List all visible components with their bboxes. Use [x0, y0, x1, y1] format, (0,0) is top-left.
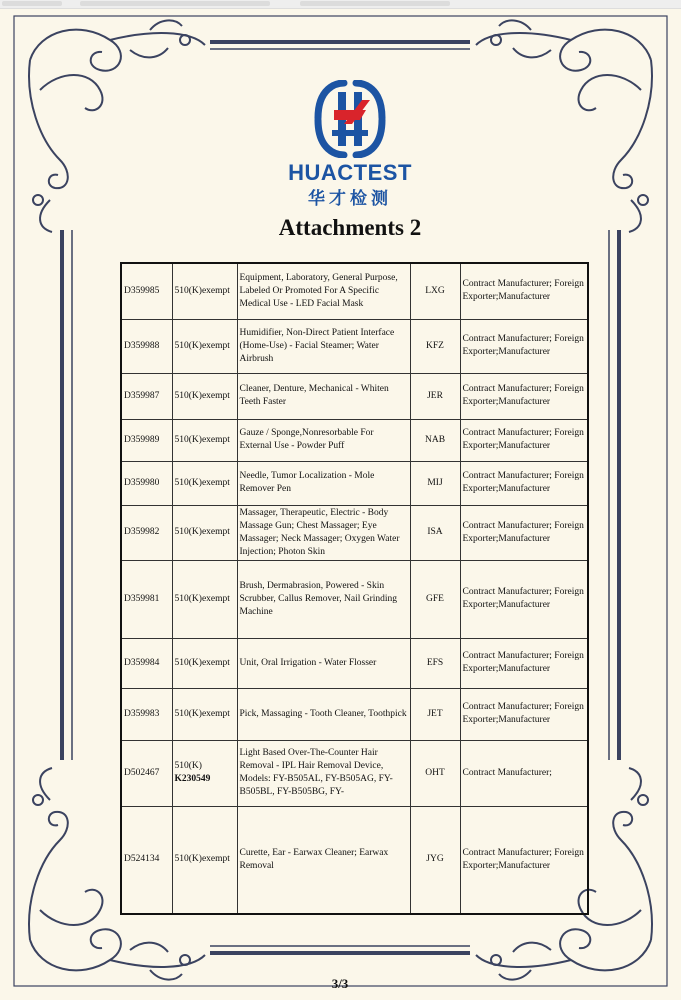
- premarket-type-cell: [172, 419, 237, 461]
- document-number-cell-text: D359985: [124, 285, 160, 296]
- document-number-cell: [121, 638, 172, 688]
- device-name-cell: [237, 461, 410, 505]
- premarket-type-cell-text: 510(K)exempt: [174, 708, 230, 719]
- document-number-cell: [121, 740, 172, 806]
- k-number-text: K230549: [174, 774, 211, 784]
- table-row: [121, 319, 588, 373]
- table-row: [121, 419, 588, 461]
- device-name-cell: [237, 560, 410, 638]
- document-number-cell-text: D359983: [124, 708, 160, 719]
- product-code-cell-text: NAB: [424, 434, 446, 445]
- device-name-cell: [237, 319, 410, 373]
- document-number-cell-text: D359988: [124, 340, 160, 351]
- document-number-cell: [121, 419, 172, 461]
- product-code-cell-text: LXG: [425, 285, 445, 296]
- table-row: [121, 263, 588, 319]
- premarket-type-cell: [172, 461, 237, 505]
- page-number: 3/3: [331, 976, 349, 991]
- document-number-cell: [121, 560, 172, 638]
- product-code-cell-text: JET: [427, 708, 443, 719]
- premarket-type-cell: [172, 638, 237, 688]
- table-row: [121, 688, 588, 740]
- establishment-type-cell: [460, 740, 588, 806]
- product-code-cell-text: EFS: [426, 657, 444, 668]
- document-number-cell-text: D502467: [124, 767, 160, 778]
- table-row: [121, 461, 588, 505]
- device-name-cell-text: Light Based Over-The-Counter Hair Removal - IPL Hair Removal Device, Models: FY-B505AL, FY-B505AG, FY-B505BL, FY-B505BG, FY-: [239, 748, 393, 797]
- document-number-cell-text: D359987: [124, 390, 160, 401]
- premarket-type-cell-text: 510(K)exempt: [174, 657, 230, 668]
- premarket-type-cell-text: 510(K)exempt: [174, 390, 230, 401]
- premarket-type-cell-text: 510(K)exempt: [174, 340, 230, 351]
- premarket-type-cell-text: 510(K)exempt: [174, 593, 230, 604]
- premarket-type-cell: [172, 740, 237, 806]
- document-number-cell-text: D359984: [124, 657, 160, 668]
- product-code-cell: [410, 740, 460, 806]
- table-row: [121, 740, 588, 806]
- establishment-type-cell: [460, 263, 588, 319]
- device-name-cell-text: Brush, Dermabrasion, Powered - Skin Scrubber, Callus Remover, Nail Grinding Machine: [239, 580, 398, 617]
- establishment-type-cell-text: Contract Manufacturer; Foreign Exporter;Manufacturer: [462, 847, 584, 871]
- product-code-cell: [410, 373, 460, 419]
- establishment-type-cell: [460, 638, 588, 688]
- product-code-cell-text: JER: [427, 390, 443, 401]
- document-number-cell: [121, 505, 172, 560]
- product-code-cell: [410, 419, 460, 461]
- product-code-cell: [410, 688, 460, 740]
- document-number-cell-text: D524134: [124, 854, 160, 865]
- establishment-type-cell-text: Contract Manufacturer;: [462, 767, 552, 778]
- device-name-cell-text: Pick, Massaging - Tooth Cleaner, Toothpick: [239, 708, 407, 719]
- premarket-type-cell: [172, 319, 237, 373]
- device-name-cell: [237, 505, 410, 560]
- product-code-cell: [410, 560, 460, 638]
- establishment-type-cell-text: Contract Manufacturer; Foreign Exporter;Manufacturer: [462, 471, 584, 494]
- establishment-type-cell-text: Contract Manufacturer; Foreign Exporter;Manufacturer: [462, 651, 584, 674]
- establishment-type-cell-text: Contract Manufacturer; Foreign Exporter;Manufacturer: [462, 587, 584, 610]
- product-code-cell: [410, 461, 460, 505]
- device-name-cell: [237, 740, 410, 806]
- device-name-cell: [237, 419, 410, 461]
- product-code-cell-text: ISA: [427, 527, 443, 537]
- corner-ornament-top-right: [476, 20, 652, 232]
- table-row: [121, 505, 588, 560]
- establishment-type-cell-text: Contract Manufacturer; Foreign Exporter;Manufacturer: [462, 384, 584, 407]
- establishment-type-cell: [460, 373, 588, 419]
- premarket-type-cell: [172, 560, 237, 638]
- establishment-type-cell: [460, 419, 588, 461]
- document-number-cell: [121, 461, 172, 505]
- premarket-type-cell-text: 510(K)exempt: [174, 434, 230, 445]
- establishment-type-cell: [460, 461, 588, 505]
- establishment-type-cell: [460, 688, 588, 740]
- establishment-type-cell: [460, 319, 588, 373]
- device-name-cell-text: Equipment, Laboratory, General Purpose, Labeled Or Promoted For A Specific Medical Use - LED Facial Mask: [239, 272, 398, 309]
- product-code-cell-text: MIJ: [427, 477, 443, 488]
- establishment-type-cell: [460, 806, 588, 914]
- premarket-type-cell-text: 510(K)exempt: [174, 285, 230, 296]
- product-code-cell: [410, 505, 460, 560]
- premarket-type-cell: [172, 806, 237, 914]
- establishment-type-cell-text: Contract Manufacturer; Foreign Exporter;Manufacturer: [462, 520, 584, 544]
- device-name-cell-text: Unit, Oral Irrigation - Water Flosser: [239, 657, 377, 668]
- premarket-type-cell-text: 510(K): [174, 761, 202, 771]
- brand-name-chinese: 华才检测: [308, 189, 392, 209]
- product-code-cell: [410, 806, 460, 914]
- premarket-type-cell-text: 510(K)exempt: [174, 527, 230, 537]
- establishment-type-cell-text: Contract Manufacturer; Foreign Exporter;Manufacturer: [462, 334, 584, 357]
- table-row: [121, 560, 588, 638]
- document-number-cell: [121, 688, 172, 740]
- device-name-cell-text: Massager, Therapeutic, Electric - Body Massage Gun; Chest Massager; Eye Massager; Neck Massager; Oxygen Water Injection; Photon Skin: [239, 507, 400, 557]
- document-number-cell: [121, 319, 172, 373]
- document-number-cell-text: D359982: [124, 527, 160, 537]
- establishment-type-cell-text: Contract Manufacturer; Foreign Exporter;Manufacturer: [462, 702, 584, 725]
- device-name-cell-text: Curette, Ear - Earwax Cleaner; Earwax Removal: [239, 847, 389, 871]
- device-name-cell-text: Cleaner, Denture, Mechanical - Whiten Teeth Faster: [239, 384, 389, 407]
- premarket-type-cell-text: 510(K)exempt: [174, 854, 230, 865]
- document-number-cell-text: D359989: [124, 434, 160, 445]
- premarket-type-cell-text: 510(K)exempt: [174, 477, 230, 488]
- device-name-cell-text: Needle, Tumor Localization - Mole Remover Pen: [239, 471, 375, 494]
- product-code-cell-text: KFZ: [426, 340, 444, 351]
- establishment-type-cell-text: Contract Manufacturer; Foreign Exporter;Manufacturer: [462, 428, 584, 451]
- product-code-cell-text: OHT: [425, 767, 445, 778]
- document-number-cell-text: D359980: [124, 477, 160, 488]
- document-number-cell: [121, 373, 172, 419]
- product-code-cell-text: JYG: [426, 854, 444, 865]
- document-number-cell: [121, 263, 172, 319]
- establishment-type-cell: [460, 505, 588, 560]
- registration-table: [120, 262, 589, 915]
- page-title: Attachments 2: [278, 215, 422, 240]
- device-name-cell: [237, 688, 410, 740]
- product-code-cell: [410, 319, 460, 373]
- establishment-type-cell-text: Contract Manufacturer; Foreign Exporter;Manufacturer: [462, 279, 584, 303]
- premarket-type-cell: [172, 688, 237, 740]
- document-number-cell-text: D359981: [124, 593, 160, 604]
- premarket-type-cell: [172, 263, 237, 319]
- device-name-cell: [237, 263, 410, 319]
- table-row: [121, 806, 588, 914]
- device-name-cell: [237, 638, 410, 688]
- device-name-cell-text: Gauze / Sponge,Nonresorbable For External Use - Powder Puff: [239, 428, 374, 451]
- device-name-cell-text: Humidifier, Non-Direct Patient Interface (Home-Use) - Facial Steamer; Water Airbrush: [239, 327, 395, 364]
- device-name-cell: [237, 806, 410, 914]
- corner-ornament-top-left: [29, 20, 205, 232]
- premarket-type-cell: [172, 505, 237, 560]
- product-code-cell: [410, 638, 460, 688]
- premarket-type-cell: [172, 373, 237, 419]
- product-code-cell-text: GFE: [426, 593, 444, 604]
- brand-name: HUACTEST: [288, 160, 412, 185]
- product-code-cell: [410, 263, 460, 319]
- establishment-type-cell: [460, 560, 588, 638]
- huactest-logo-icon: [314, 80, 386, 158]
- table-row: [121, 638, 588, 688]
- table-row: [121, 373, 588, 419]
- document-number-cell: [121, 806, 172, 914]
- device-name-cell: [237, 373, 410, 419]
